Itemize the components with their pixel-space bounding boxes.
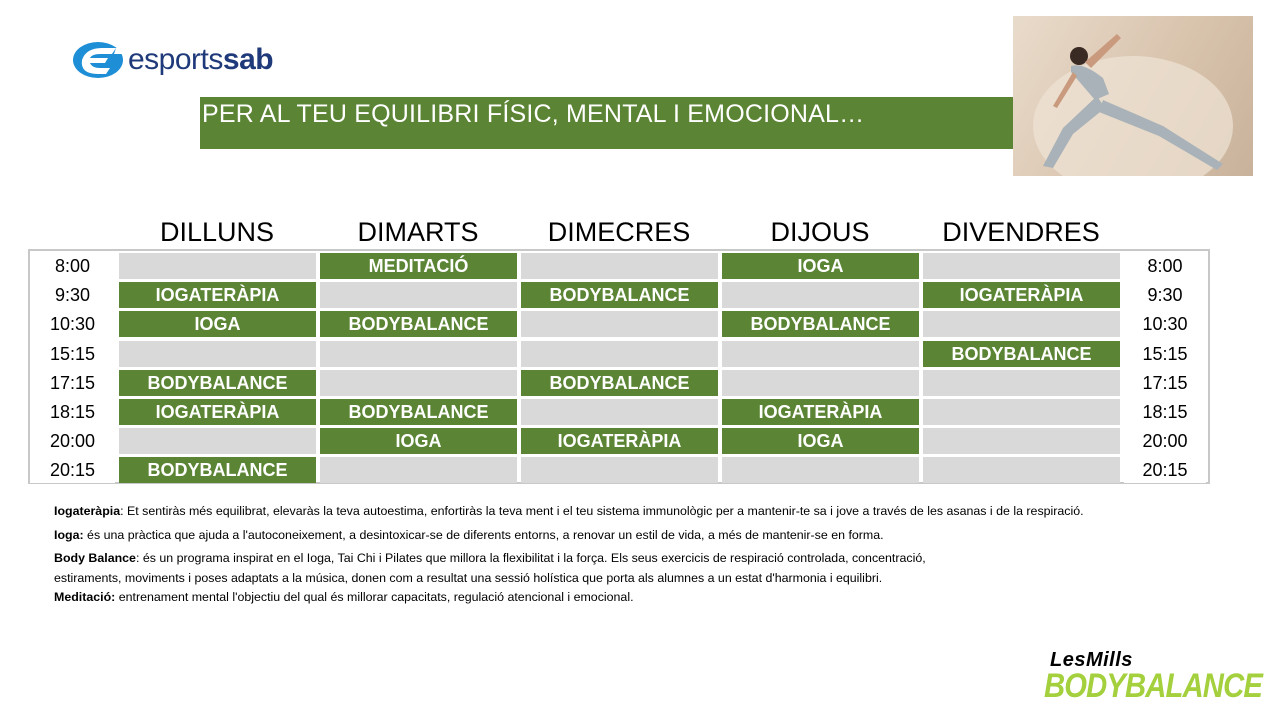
empty-slot (722, 341, 919, 367)
empty-slot (320, 370, 517, 396)
empty-slot (722, 457, 919, 483)
empty-slot (923, 457, 1120, 483)
empty-slot (722, 282, 919, 308)
class-slot: BODYBALANCE (320, 311, 517, 337)
empty-slot (521, 457, 718, 483)
time-label-right: 20:15 (1124, 457, 1206, 483)
class-slot: BODYBALANCE (722, 311, 919, 337)
time-label-left: 9:30 (30, 282, 115, 308)
class-slot: BODYBALANCE (119, 457, 316, 483)
time-label-right: 10:30 (1124, 311, 1206, 337)
empty-slot (320, 341, 517, 367)
empty-slot (521, 399, 718, 425)
brand-name: esportssab (128, 43, 274, 76)
class-slot: IOGATERÀPIA (521, 428, 718, 454)
lesmills-bodybalance-logo (1044, 648, 1264, 704)
time-label-left: 8:00 (30, 253, 115, 279)
empty-slot (923, 399, 1120, 425)
class-slot: IOGATERÀPIA (722, 399, 919, 425)
time-label-right: 18:15 (1124, 399, 1206, 425)
time-label-right: 17:15 (1124, 370, 1206, 396)
class-slot: BODYBALANCE (923, 341, 1120, 367)
headline-banner (200, 97, 1015, 149)
time-label-left: 20:15 (30, 457, 115, 483)
time-label-right: 20:00 (1124, 428, 1206, 454)
esportssab-logo (72, 36, 272, 86)
headline-text: PER AL TEU EQUILIBRI FÍSIC, MENTAL I EMOCIONAL… (202, 100, 865, 128)
empty-slot (119, 253, 316, 279)
empty-slot (320, 457, 517, 483)
schedule-table (28, 249, 1210, 484)
empty-slot (923, 253, 1120, 279)
class-slot: MEDITACIÓ (320, 253, 517, 279)
empty-slot (722, 370, 919, 396)
time-label-left: 20:00 (30, 428, 115, 454)
class-slot: BODYBALANCE (119, 370, 316, 396)
yoga-photo (1013, 16, 1253, 176)
time-label-right: 9:30 (1124, 282, 1206, 308)
class-slot: IOGA (722, 253, 919, 279)
time-label-left: 10:30 (30, 311, 115, 337)
time-label-left: 18:15 (30, 399, 115, 425)
class-slot: BODYBALANCE (521, 282, 718, 308)
day-header: DIMARTS (357, 217, 479, 247)
empty-slot (923, 311, 1120, 337)
class-slot: IOGA (119, 311, 316, 337)
yoga-pose-illustration (1013, 16, 1253, 176)
time-label-right: 15:15 (1124, 341, 1206, 367)
class-slot: BODYBALANCE (320, 399, 517, 425)
empty-slot (119, 428, 316, 454)
note-bodybalance-continuation: estiraments, moviments i poses adaptats a la música, donen com a resultat una sessió holística que porta als alumnes a un estat d'harmonia i equilibri. (54, 570, 883, 585)
note-bodybalance: Body Balance: és un programa inspirat en el Ioga, Tai Chi i Pilates que millora la flexibilitat i la força. Els seus exercicis de respiració controlada, concentració, (54, 551, 926, 565)
time-label-left: 17:15 (30, 370, 115, 396)
empty-slot (119, 341, 316, 367)
note-iogaterapia: Iogateràpia: Et sentiràs més equilibrat, elevaràs la teva autoestima, enfortiràs la teva ment i el teu sistema immunològic per a mantenir-te sa i jove a través de les asanas i de la respiració. (54, 504, 1084, 518)
class-slot: IOGA (320, 428, 517, 454)
empty-slot (521, 311, 718, 337)
empty-slot (923, 428, 1120, 454)
class-slot: IOGATERÀPIA (119, 399, 316, 425)
time-label-right: 8:00 (1124, 253, 1206, 279)
esportssab-logo-mark-icon (72, 36, 134, 86)
note-meditacio: Meditació: entrenament mental l'objectiu del qual és millorar capacitats, regulació atencional i emocional. (54, 590, 634, 604)
class-slot: IOGATERÀPIA (923, 282, 1120, 308)
empty-slot (923, 370, 1120, 396)
class-slot: IOGATERÀPIA (119, 282, 316, 308)
empty-slot (521, 253, 718, 279)
day-headers (0, 214, 1280, 250)
empty-slot (521, 341, 718, 367)
empty-slot (320, 282, 517, 308)
bodybalance-wordmark: BODYBALANCE (1044, 667, 1262, 705)
day-header: DIMECRES (547, 217, 691, 247)
day-header: DILLUNS (159, 217, 275, 247)
lesmills-wordmark: LesMills (1050, 649, 1133, 671)
class-descriptions (54, 502, 1234, 608)
day-header: DIJOUS (770, 217, 870, 247)
class-slot: IOGA (722, 428, 919, 454)
class-slot: BODYBALANCE (521, 370, 718, 396)
note-ioga: Ioga: és una pràctica que ajuda a l'autoconeixement, a desintoxicar-se de diferents entorns, a renovar un estil de vida, a més de mantenir-se en forma. (54, 527, 884, 542)
time-label-left: 15:15 (30, 341, 115, 367)
day-header: DIVENDRES (942, 217, 1100, 247)
